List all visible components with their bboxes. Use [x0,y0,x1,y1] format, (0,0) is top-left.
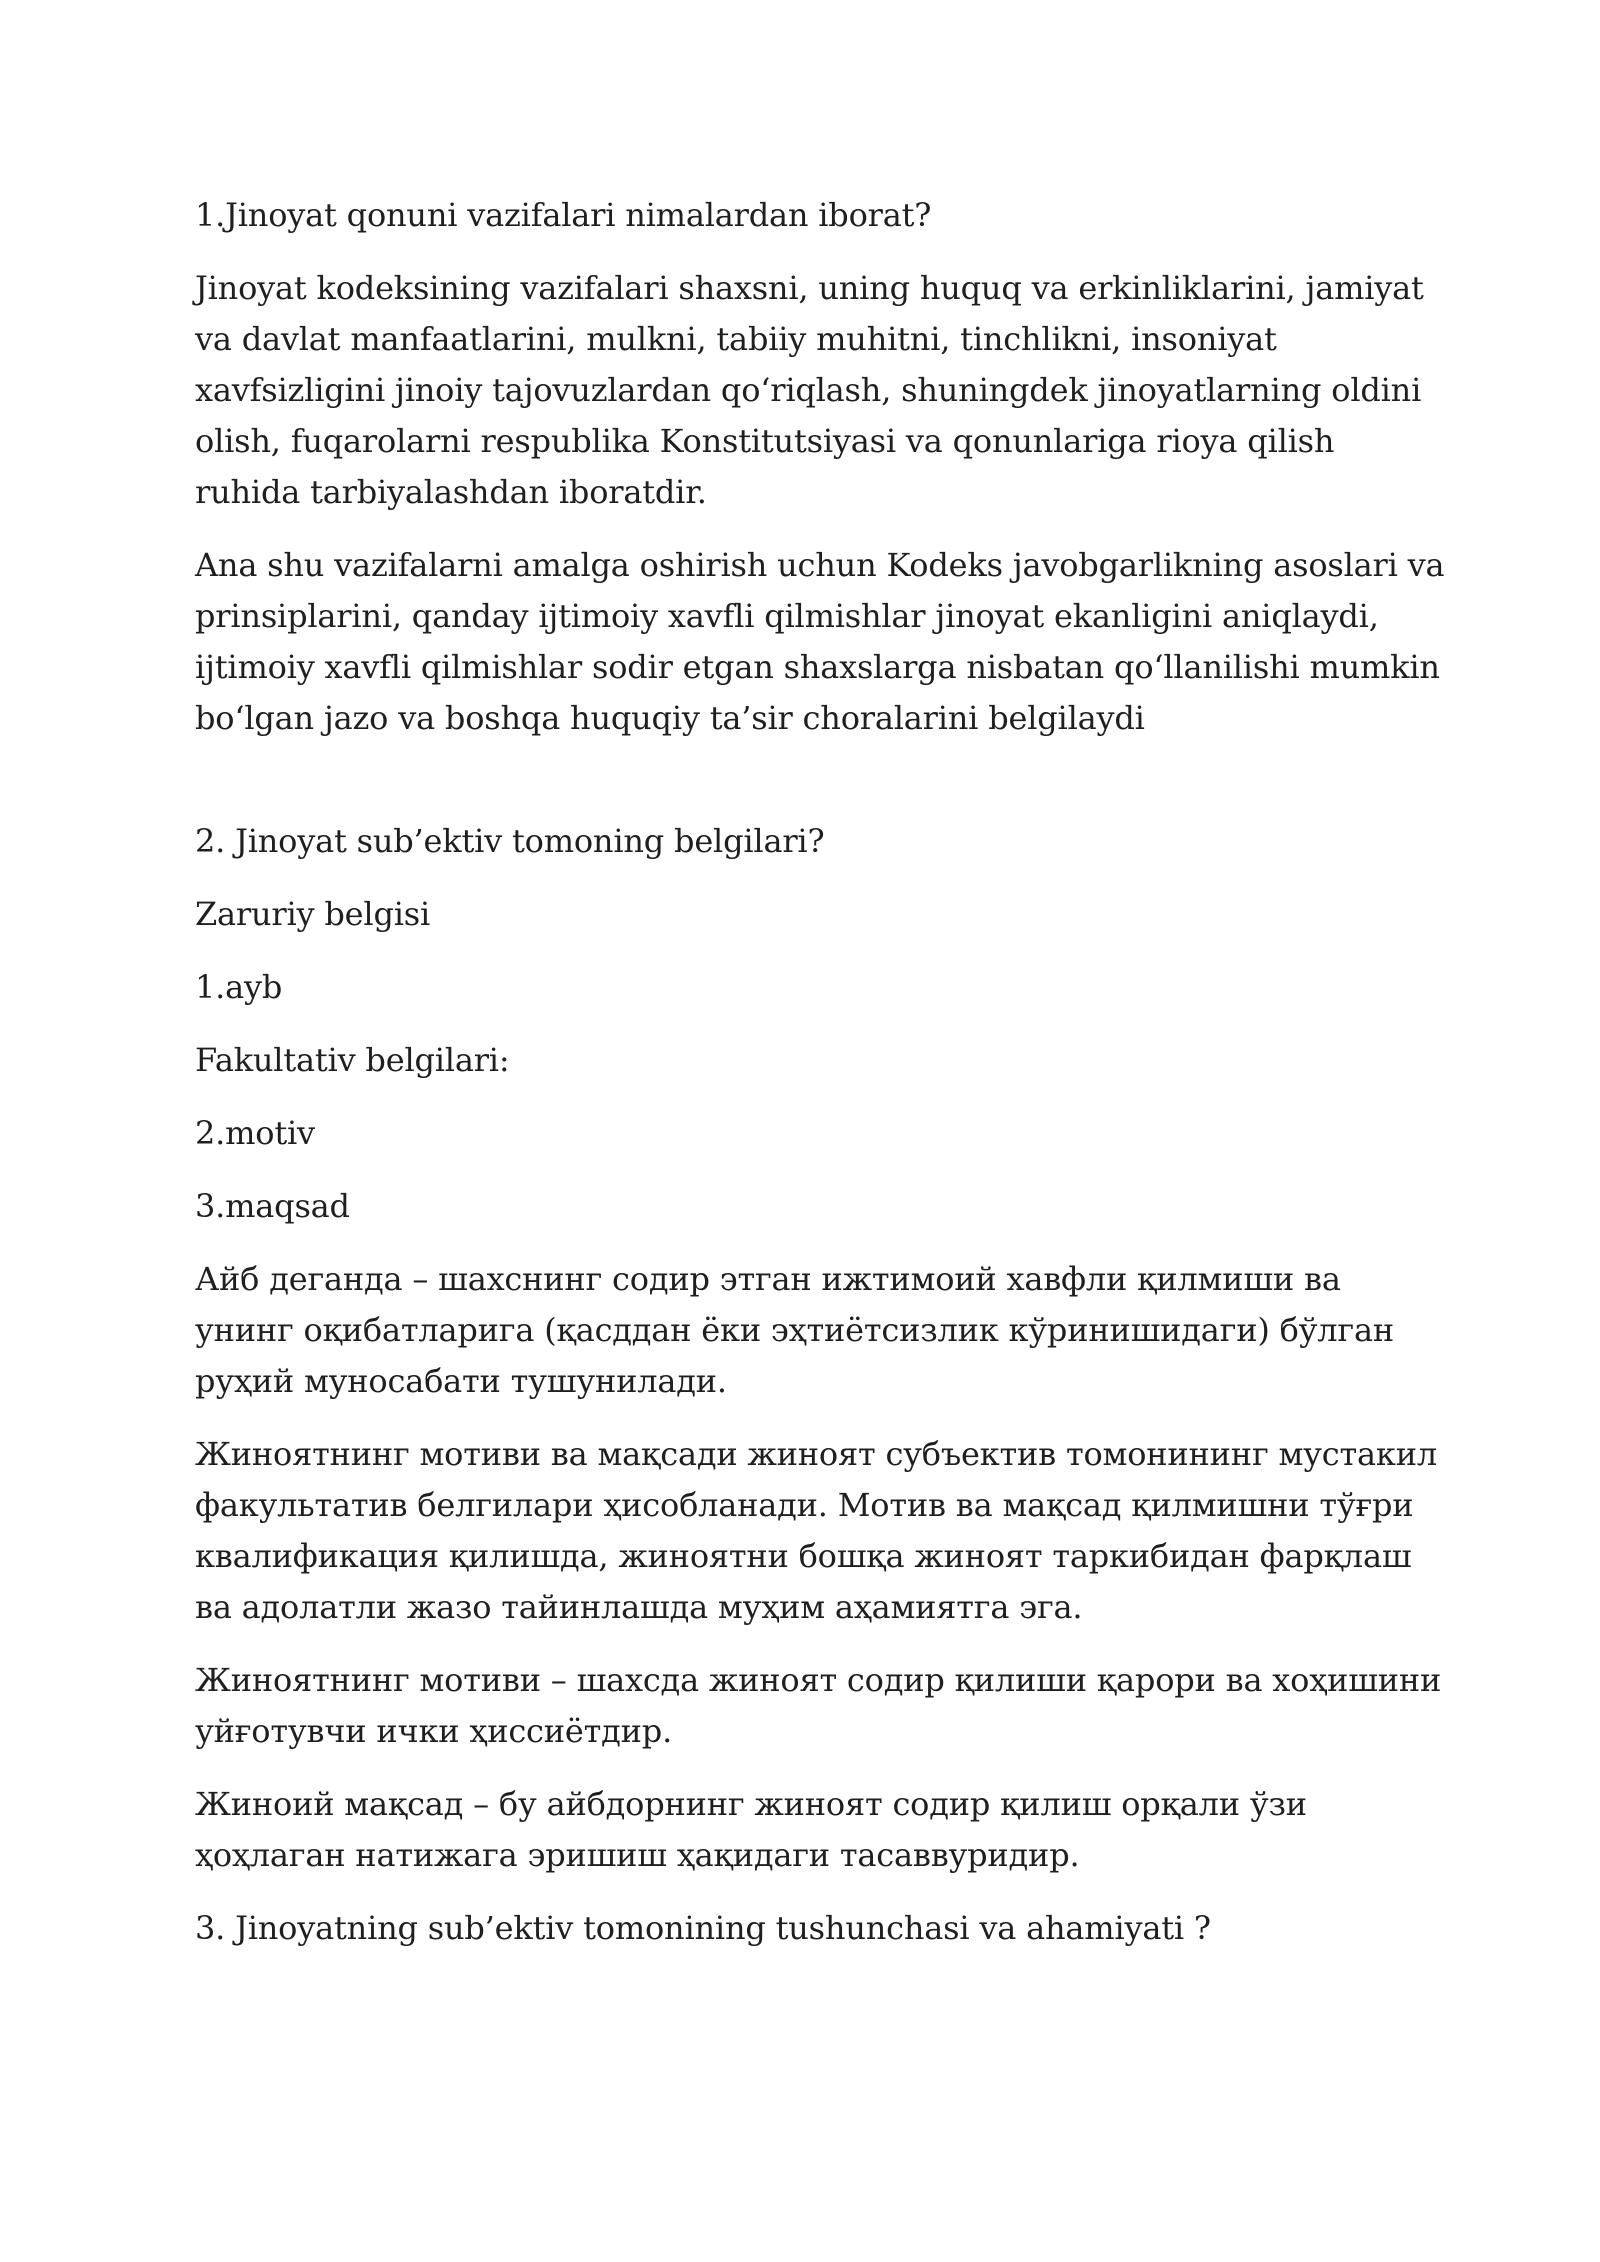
required-sign-label: Zaruriy belgisi [195,895,431,933]
list-item-ayb: 1.ayb [195,968,283,1006]
question-1-paragraph-2: Ana shu vazifalarni amalga oshirish uchun Kodeks javobgarlikning asoslari va prinsiplarini, qanday ijtimoiy xavfli qilmishlar jinoyat ekanligini aniqlaydi, ijtimoiy xavfli qilmishlar sodir etgan shaxslarga nisbatan qo‘llanilishi mumkin bo‘lgan jazo va boshqa huquqiy ta’sir choralarini belgilaydi [195,546,1445,737]
question-1-heading: 1.Jinoyat qonuni vazifalari nimalardan iborat? [195,196,932,234]
question-1-paragraph-1: Jinoyat kodeksining vazifalari shaxsni, uning huquq va erkinliklarini, jamiyat va davlat manfaatlarini, mulkni, tabiiy muhitni, tinchlikni, insoniyat xavfsizligini jinoiy tajovuzlardan qo‘riqlash, shuningdek jinoyatlarning oldini olish, fuqarolarni respublika Konstitutsiyasi va qonunlariga rioya qilish ruhida tarbiyalashdan iboratdir. [195,269,1424,511]
question-2-paragraph-4: Жиноий мақсад – бу айбдорнинг жиноят содир қилиш орқали ўзи ҳоҳлаган натижага эришиш ҳақидаги тасаввуридир. [195,1785,1307,1874]
question-2-paragraph-1: Айб деганда – шахснинг содир этган ижтимоий хавфли қилмиши ва унинг оқибатларига (қасддан ёки эҳтиётсизлик кўринишидаги) бўлган руҳий муносабати тушунилади. [195,1260,1394,1400]
question-2-paragraph-2: Жиноятнинг мотиви ва мақсади жиноят субъектив томонининг мустакил факультатив белгилари ҳисобланади. Мотив ва мақсад қилмишни тўғри квалификация қилишда, жиноятни бошқа жиноят таркибидан фарқлаш ва адолатли жазо тайинлашда муҳим аҳамиятга эга. [195,1435,1437,1626]
section-gap [195,766,1445,816]
document-body [195,190,1445,1976]
question-2-heading: 2. Jinoyat sub’ektiv tomoning belgilari? [195,822,825,860]
question-2-paragraph-3: Жиноятнинг мотиви – шахсда жиноят содир қилиши қарори ва хоҳишини уйғотувчи ички ҳиссиётдир. [195,1661,1442,1750]
question-3-heading: 3. Jinoyatning sub’ektiv tomonining tushunchasi va ahamiyati ? [195,1909,1211,1947]
optional-signs-label: Fakultativ belgilari: [195,1041,510,1079]
list-item-maqsad: 3.maqsad [195,1187,350,1225]
list-item-motiv: 2.motiv [195,1114,315,1152]
